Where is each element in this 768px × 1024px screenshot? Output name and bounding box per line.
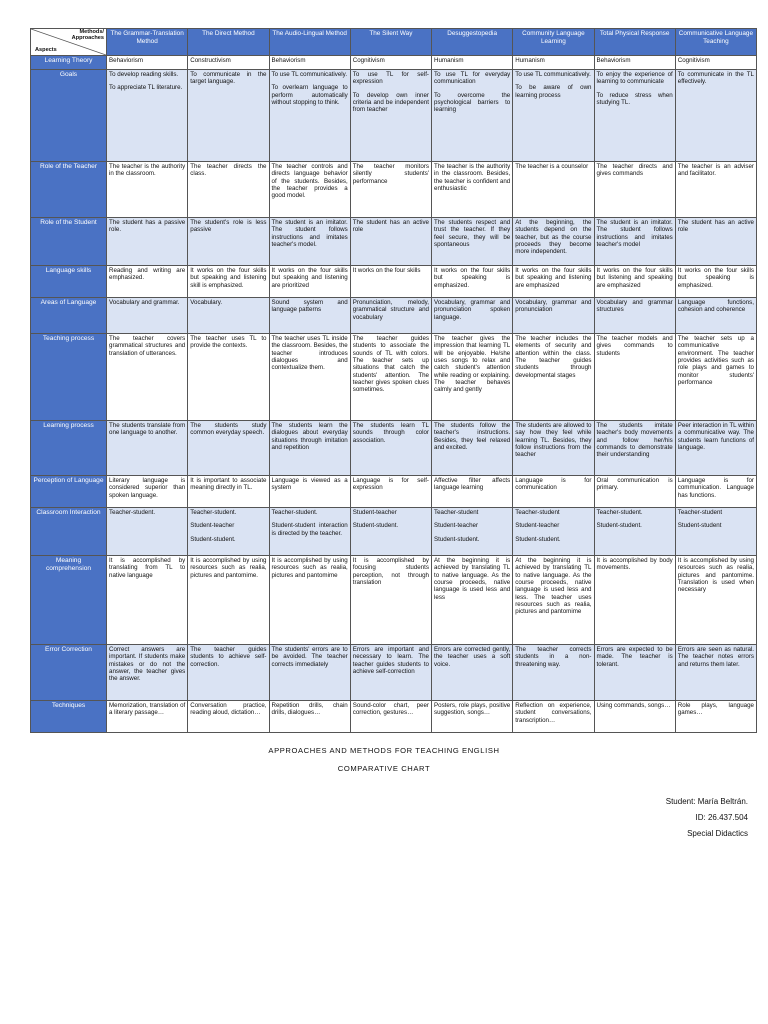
cell-text: The students respect and trust the teacher. If they feel secure, they will be spontaneous bbox=[434, 219, 511, 248]
chart-cell bbox=[188, 56, 269, 70]
cell-text: Behaviorism bbox=[271, 57, 306, 64]
chart-cell bbox=[188, 218, 269, 266]
chart-cell bbox=[594, 701, 675, 733]
aspect-label: Goals bbox=[31, 70, 107, 162]
chart-cell bbox=[350, 56, 431, 70]
aspect-row bbox=[31, 298, 757, 334]
aspect-label: Techniques bbox=[31, 701, 107, 733]
aspect-label: Meaning comprehension bbox=[31, 556, 107, 645]
method-header: The Direct Method bbox=[188, 29, 269, 56]
chart-cell bbox=[432, 645, 513, 701]
chart-cell bbox=[513, 298, 594, 334]
cell-text: The student is an imitator. The student follows instructions and imitates teacher's model bbox=[596, 219, 673, 248]
cell-text: The teacher guides students to achieve self-correction. bbox=[190, 646, 267, 668]
chart-cell bbox=[513, 421, 594, 476]
chart-cell bbox=[107, 162, 188, 218]
cell-text: The students learn the dialogues about everyday situations through imitation and repetition bbox=[271, 422, 348, 451]
chart-cell bbox=[432, 508, 513, 556]
cell-text: At the beginning it is achieved by translating TL to native language. As the course proceeds, native language is used less and less. The teacher uses resources such as realia, pictures and pantomime bbox=[515, 557, 592, 616]
chart-cell bbox=[432, 56, 513, 70]
chart-cell bbox=[432, 556, 513, 645]
aspect-row bbox=[31, 508, 757, 556]
cell-text: Student-student. bbox=[352, 522, 399, 530]
chart-cell bbox=[675, 70, 756, 162]
aspect-row bbox=[31, 162, 757, 218]
cell-text: Student-student interaction is directed by the teacher. bbox=[271, 522, 348, 537]
aspect-row bbox=[31, 701, 757, 733]
chart-title: APPROACHES AND METHODS FOR TEACHING ENGLISH bbox=[268, 746, 500, 755]
cell-text: It is accomplished by using resources such as realia, pictures and pantomime. Translation is used when necessary bbox=[677, 557, 754, 594]
chart-cell bbox=[350, 645, 431, 701]
cell-text: To be aware of own learning process bbox=[515, 84, 592, 99]
cell-text: Role plays, language games… bbox=[677, 702, 754, 717]
aspect-row bbox=[31, 218, 757, 266]
cell-text: To enjoy the experience of learning to communicate bbox=[596, 71, 673, 86]
cell-text: The teacher monitors silently students' performance bbox=[352, 163, 429, 185]
cell-text: The teacher uses TL to provide the contexts. bbox=[190, 335, 267, 350]
chart-cell bbox=[188, 162, 269, 218]
chart-cell bbox=[269, 645, 350, 701]
chart-cell bbox=[594, 421, 675, 476]
aspect-label: Perception of Language bbox=[31, 476, 107, 508]
cell-text: It is accomplished by using resources such as realia, pictures and pantomime. bbox=[190, 557, 267, 579]
chart-cell bbox=[350, 298, 431, 334]
chart-cell bbox=[432, 476, 513, 508]
course-name: Special Didactics bbox=[687, 829, 748, 838]
chart-cell bbox=[675, 218, 756, 266]
cell-text: Language is for communication bbox=[515, 477, 592, 492]
chart-cell bbox=[269, 334, 350, 421]
cell-text: The student's role is less passive bbox=[190, 219, 267, 234]
cell-text: Using commands, songs… bbox=[596, 702, 671, 709]
cell-text: The teacher directs the class. bbox=[190, 163, 267, 178]
method-header: The Silent Way bbox=[350, 29, 431, 56]
chart-cell bbox=[594, 298, 675, 334]
cell-text: Correct answers are important. If students make mistakes or do not the answer, the teacher gives the answer. bbox=[109, 646, 186, 683]
cell-text: Constructivism bbox=[190, 57, 231, 64]
student-name: Student: María Beltrán. bbox=[665, 797, 748, 806]
chart-cell bbox=[350, 70, 431, 162]
cell-text: Conversation practice, reading aloud, dictation… bbox=[190, 702, 267, 717]
chart-cell bbox=[107, 266, 188, 298]
cell-text: The students translate from one language to another. bbox=[109, 422, 186, 437]
chart-cell bbox=[432, 218, 513, 266]
chart-cell bbox=[513, 266, 594, 298]
chart-cell bbox=[675, 298, 756, 334]
cell-text: Student-student bbox=[677, 522, 722, 530]
chart-cell bbox=[350, 266, 431, 298]
cell-text: It works on the four skills but speaking is emphasized. bbox=[677, 267, 754, 289]
chart-cell bbox=[350, 218, 431, 266]
chart-cell bbox=[188, 508, 269, 556]
cell-text: To communicate in the target language. bbox=[190, 71, 267, 86]
cell-text: Vocabulary and grammar structures bbox=[596, 299, 673, 314]
method-header: Communicative Language Teaching bbox=[675, 29, 756, 56]
cell-text: Vocabulary, grammar and pronunciation spoken language. bbox=[434, 299, 511, 321]
cell-text: It is accomplished by translating from TL to native language bbox=[109, 557, 186, 579]
student-id: ID: 26.437.504 bbox=[695, 813, 748, 822]
cell-text: It is important to associate meaning directly in TL. bbox=[190, 477, 267, 492]
chart-cell bbox=[269, 701, 350, 733]
cell-text: Humanism bbox=[515, 57, 545, 64]
chart-cell bbox=[107, 334, 188, 421]
method-header: Desuggestopedia bbox=[432, 29, 513, 56]
cell-text: At the beginning it is achieved by translating TL to native language. As the course proceeds, native language is used less and less bbox=[434, 557, 511, 601]
cell-text: Vocabulary and grammar. bbox=[109, 299, 180, 306]
aspect-row bbox=[31, 645, 757, 701]
chart-subtitle: COMPARATIVE CHART bbox=[337, 764, 431, 773]
aspect-row bbox=[31, 70, 757, 162]
cell-text: To develop own inner criteria and be independent from teacher bbox=[352, 91, 429, 114]
cell-text: To develop reading skills. bbox=[109, 71, 179, 78]
header-row bbox=[31, 29, 757, 56]
cell-text: The teacher gives the impression that learning TL will be enjoyable. He/she uses songs to relax and catch student's attention while reading or explaining. The teacher behaves calmly and gently bbox=[434, 335, 511, 394]
chart-cell bbox=[594, 70, 675, 162]
chart-cell bbox=[594, 266, 675, 298]
cell-text: Oral communication is primary. bbox=[596, 477, 673, 492]
chart-cell bbox=[188, 70, 269, 162]
chart-cell bbox=[269, 266, 350, 298]
corner-aspects-label: Aspects bbox=[35, 47, 57, 54]
chart-cell bbox=[675, 421, 756, 476]
chart-cell bbox=[432, 266, 513, 298]
chart-cell bbox=[513, 476, 594, 508]
cell-text: The students follow the teacher's instructions. Besides, they feel relaxed and excited. bbox=[434, 422, 511, 451]
chart-cell bbox=[594, 476, 675, 508]
chart-cell bbox=[107, 701, 188, 733]
chart-cell bbox=[269, 298, 350, 334]
aspect-label: Language skills bbox=[31, 266, 107, 298]
cell-text: It works on the four skills but speaking and listening are prioritized bbox=[271, 267, 348, 289]
comparative-chart-table bbox=[30, 28, 757, 733]
chart-cell bbox=[675, 701, 756, 733]
chart-cell bbox=[188, 334, 269, 421]
chart-cell bbox=[675, 476, 756, 508]
chart-cell bbox=[432, 298, 513, 334]
cell-text: It is accomplished by focusing students perception, not through translation bbox=[352, 557, 429, 586]
cell-text: Teacher-student. bbox=[596, 509, 643, 516]
chart-cell bbox=[513, 56, 594, 70]
cell-text: To appreciate TL literature. bbox=[109, 84, 183, 92]
cell-text: The teacher is a counselor bbox=[515, 163, 589, 170]
aspect-label: Error Correction bbox=[31, 645, 107, 701]
aspect-row bbox=[31, 334, 757, 421]
chart-cell bbox=[269, 56, 350, 70]
method-header: The Grammar-Translation Method bbox=[107, 29, 188, 56]
chart-cell bbox=[350, 701, 431, 733]
aspect-label: Learning Theory bbox=[31, 56, 107, 70]
chart-cell bbox=[188, 421, 269, 476]
cell-text: Cognitivism bbox=[677, 57, 710, 64]
aspect-label: Classroom Interaction bbox=[31, 508, 107, 556]
chart-cell bbox=[675, 556, 756, 645]
chart-cell bbox=[188, 298, 269, 334]
corner-cell bbox=[31, 29, 107, 56]
chart-cell bbox=[269, 508, 350, 556]
chart-cell bbox=[107, 645, 188, 701]
chart-cell bbox=[432, 70, 513, 162]
cell-text: Errors are corrected gently, the teacher uses a soft voice. bbox=[434, 646, 511, 668]
cell-text: The students imitate teacher's body movements and follow her/his commands to demonstrate their understanding bbox=[596, 422, 673, 459]
chart-cell bbox=[269, 556, 350, 645]
aspect-label: Learning process bbox=[31, 421, 107, 476]
cell-text: Teacher-student. bbox=[190, 509, 237, 516]
cell-text: Student-student. bbox=[596, 522, 642, 530]
cell-text: The student is an imitator. The student follows instructions and imitates teacher's model. bbox=[271, 219, 348, 248]
cell-text: Student-student. bbox=[434, 535, 480, 543]
chart-cell bbox=[432, 421, 513, 476]
cell-text: The teacher models and gives commands to students bbox=[596, 335, 673, 357]
cell-text: It works on the four skills but listening and speaking are emphasized bbox=[596, 267, 673, 289]
cell-text: To use TL for self-expression bbox=[352, 71, 429, 86]
cell-text: The students are allowed to say how they feel while learning TL. Besides, they follow instructions from the teacher bbox=[515, 422, 592, 459]
cell-text: Errors are important and necessary to learn. The teacher guides students to achieve self-correction bbox=[352, 646, 429, 675]
cell-text: Language is viewed as a system bbox=[271, 477, 348, 492]
chart-cell bbox=[675, 508, 756, 556]
cell-text: Student-teacher bbox=[515, 522, 560, 530]
cell-text: Affective filter affects language learning bbox=[434, 477, 511, 492]
aspect-row bbox=[31, 421, 757, 476]
chart-cell bbox=[107, 508, 188, 556]
cell-text: Student-teacher bbox=[434, 522, 479, 530]
cell-text: Peer interaction in TL within a communicative way. The students learn functions of language. bbox=[677, 422, 754, 451]
chart-cell bbox=[594, 645, 675, 701]
aspect-label: Areas of Language bbox=[31, 298, 107, 334]
chart-cell bbox=[269, 421, 350, 476]
chart-cell bbox=[513, 218, 594, 266]
cell-text: To reduce stress when studying TL. bbox=[596, 91, 673, 106]
cell-text: It works on the four skills bbox=[352, 267, 421, 274]
chart-cell bbox=[513, 701, 594, 733]
aspect-row bbox=[31, 56, 757, 70]
cell-text: Reflection on experience, student conversations, transcription… bbox=[515, 702, 592, 724]
cell-text: Behaviorism bbox=[596, 57, 631, 64]
chart-body bbox=[31, 56, 757, 733]
aspect-row bbox=[31, 476, 757, 508]
cell-text: The student has an active role bbox=[677, 219, 754, 234]
chart-cell bbox=[188, 476, 269, 508]
chart-cell bbox=[594, 508, 675, 556]
cell-text: The student has a passive role. bbox=[109, 219, 186, 234]
cell-text: At the beginning, the students depend on the teacher, but as the course proceeds they become more independent. bbox=[515, 219, 592, 256]
chart-cell bbox=[350, 508, 431, 556]
method-header: Total Physical Response bbox=[594, 29, 675, 56]
chart-cell bbox=[107, 218, 188, 266]
cell-text: Humanism bbox=[434, 57, 464, 64]
cell-text: Vocabulary. bbox=[190, 299, 223, 306]
chart-cell bbox=[269, 476, 350, 508]
cell-text: Cognitivism bbox=[352, 57, 385, 64]
cell-text: Sound system and language patterns bbox=[271, 299, 348, 314]
cell-text: The teacher is the authority in the classroom. bbox=[109, 163, 186, 178]
chart-cell bbox=[594, 56, 675, 70]
cell-text: The student has an active role bbox=[352, 219, 429, 234]
cell-text: It is accomplished by body movements. bbox=[596, 557, 673, 572]
cell-text: It works on the four skills but speaking and listening are emphasized bbox=[515, 267, 592, 289]
aspect-label: Role of the Student bbox=[31, 218, 107, 266]
chart-cell bbox=[350, 421, 431, 476]
cell-text: Memorization, translation of a literary passage… bbox=[109, 702, 186, 717]
chart-cell bbox=[107, 556, 188, 645]
chart-cell bbox=[594, 334, 675, 421]
cell-text: Student-student. bbox=[190, 535, 236, 543]
cell-text: Teacher-student. bbox=[109, 509, 156, 516]
cell-text: The teacher sets up a communicative environment. The teacher provides activities such as role plays and games to monitor students' performance bbox=[677, 335, 754, 386]
chart-cell bbox=[675, 645, 756, 701]
cell-text: The teacher controls and directs language behavior of the students. Besides, the teacher provides a good model. bbox=[271, 163, 348, 200]
chart-cell bbox=[513, 162, 594, 218]
corner-methods-label: Methods/ Approaches bbox=[71, 29, 104, 42]
chart-cell bbox=[269, 218, 350, 266]
cell-text: Student-student. bbox=[515, 535, 561, 543]
aspect-label: Teaching process bbox=[31, 334, 107, 421]
cell-text: Sound-color chart, peer correction, gestures… bbox=[352, 702, 429, 717]
chart-cell bbox=[594, 162, 675, 218]
cell-text: Behaviorism bbox=[109, 57, 144, 64]
aspect-row bbox=[31, 556, 757, 645]
chart-cell bbox=[269, 70, 350, 162]
cell-text: The teacher covers grammatical structures and translation of utterances. bbox=[109, 335, 186, 357]
cell-text: Posters, role plays, positive suggestion, songs… bbox=[434, 702, 511, 717]
aspect-row bbox=[31, 266, 757, 298]
cell-text: Pronunciation, melody, grammatical structure and vocabulary bbox=[352, 299, 429, 321]
cell-text: To use TL communicatively. bbox=[515, 71, 591, 78]
chart-cell bbox=[107, 56, 188, 70]
cell-text: To use TL for everyday communication bbox=[434, 71, 511, 86]
cell-text: To communicate in the TL effectively. bbox=[677, 71, 754, 86]
cell-text: Errors are expected to be made. The teacher is tolerant. bbox=[596, 646, 673, 668]
chart-cell bbox=[513, 334, 594, 421]
chart-cell bbox=[107, 70, 188, 162]
chart-cell bbox=[350, 162, 431, 218]
method-header: The Audio-Lingual Method bbox=[269, 29, 350, 56]
chart-cell bbox=[188, 266, 269, 298]
cell-text: The teacher includes the elements of security and attention within the class. The teacher guides students through developmental stages bbox=[515, 335, 592, 379]
cell-text: The students' errors are to be avoided. The teacher corrects immediately bbox=[271, 646, 348, 668]
chart-cell bbox=[675, 266, 756, 298]
chart-cell bbox=[107, 298, 188, 334]
cell-text: The teacher is the authority in the classroom. Besides, the teacher is confident and enthusiastic bbox=[434, 163, 511, 192]
cell-text: Literary language is considered superior than spoken language. bbox=[109, 477, 186, 499]
cell-text: Student-teacher bbox=[190, 522, 235, 530]
method-header: Community Language Learning bbox=[513, 29, 594, 56]
chart-cell bbox=[513, 556, 594, 645]
chart-cell bbox=[188, 701, 269, 733]
cell-text: It is accomplished by using resources such as realia, pictures and pantomime bbox=[271, 557, 348, 579]
cell-text: Teacher-student. bbox=[271, 509, 318, 516]
cell-text: The teacher is an adviser and facilitator. bbox=[677, 163, 754, 178]
chart-cell bbox=[188, 645, 269, 701]
cell-text: Repetition drills, chain drills, dialogues… bbox=[271, 702, 348, 717]
chart-cell bbox=[594, 556, 675, 645]
cell-text: It works on the four skills but speaking and listening skill is emphasized. bbox=[190, 267, 267, 289]
chart-cell bbox=[432, 162, 513, 218]
chart-cell bbox=[513, 508, 594, 556]
cell-text: Language functions, cohesion and coherence bbox=[677, 299, 754, 314]
chart-cell bbox=[350, 334, 431, 421]
chart-cell bbox=[432, 334, 513, 421]
chart-cell bbox=[513, 645, 594, 701]
cell-text: Teacher-student bbox=[434, 509, 479, 516]
cell-text: Language is for self-expression bbox=[352, 477, 429, 492]
cell-text: Teacher-student bbox=[677, 509, 723, 516]
chart-cell bbox=[513, 70, 594, 162]
chart-cell bbox=[675, 334, 756, 421]
cell-text: The students learn TL sounds through color association. bbox=[352, 422, 429, 444]
chart-cell bbox=[432, 701, 513, 733]
chart-cell bbox=[675, 56, 756, 70]
chart-cell bbox=[269, 162, 350, 218]
chart-cell bbox=[107, 476, 188, 508]
chart-cell bbox=[675, 162, 756, 218]
cell-text: The teacher corrects students in a non-threatening way. bbox=[515, 646, 592, 668]
cell-text: It works on the four skills but speaking is emphasized. bbox=[434, 267, 511, 289]
cell-text: Errors are seen as natural. The teacher notes errors and returns them later. bbox=[677, 646, 754, 668]
chart-cell bbox=[107, 421, 188, 476]
cell-text: The teacher uses TL inside the classroom. Besides, the teacher introduces dialogues and contextualize them. bbox=[271, 335, 348, 372]
cell-text: Vocabulary, grammar and pronunciation bbox=[515, 299, 592, 314]
cell-text: To overcome the psychological barriers to learning bbox=[434, 91, 511, 114]
cell-text: Reading and writing are emphasized. bbox=[109, 267, 186, 282]
cell-text: The students study common everyday speech. bbox=[190, 422, 267, 437]
chart-cell bbox=[594, 218, 675, 266]
chart-cell bbox=[188, 556, 269, 645]
cell-text: The teacher guides students to associate the sounds of TL with colors. The teacher sets up situations that catch the students' attention. The teacher gives spoken clues sometimes. bbox=[352, 335, 429, 394]
cell-text: Student-teacher bbox=[352, 509, 397, 516]
cell-text: The teacher directs and gives commands bbox=[596, 163, 673, 178]
cell-text: Language is for communication. Language has functions. bbox=[677, 477, 754, 499]
chart-cell bbox=[350, 476, 431, 508]
cell-text: Teacher-student bbox=[515, 509, 560, 516]
chart-cell bbox=[350, 556, 431, 645]
cell-text: To overlearn language to perform automatically without stopping to think. bbox=[271, 84, 348, 106]
aspect-label: Role of the Teacher bbox=[31, 162, 107, 218]
cell-text: To use TL communicatively. bbox=[271, 71, 348, 78]
